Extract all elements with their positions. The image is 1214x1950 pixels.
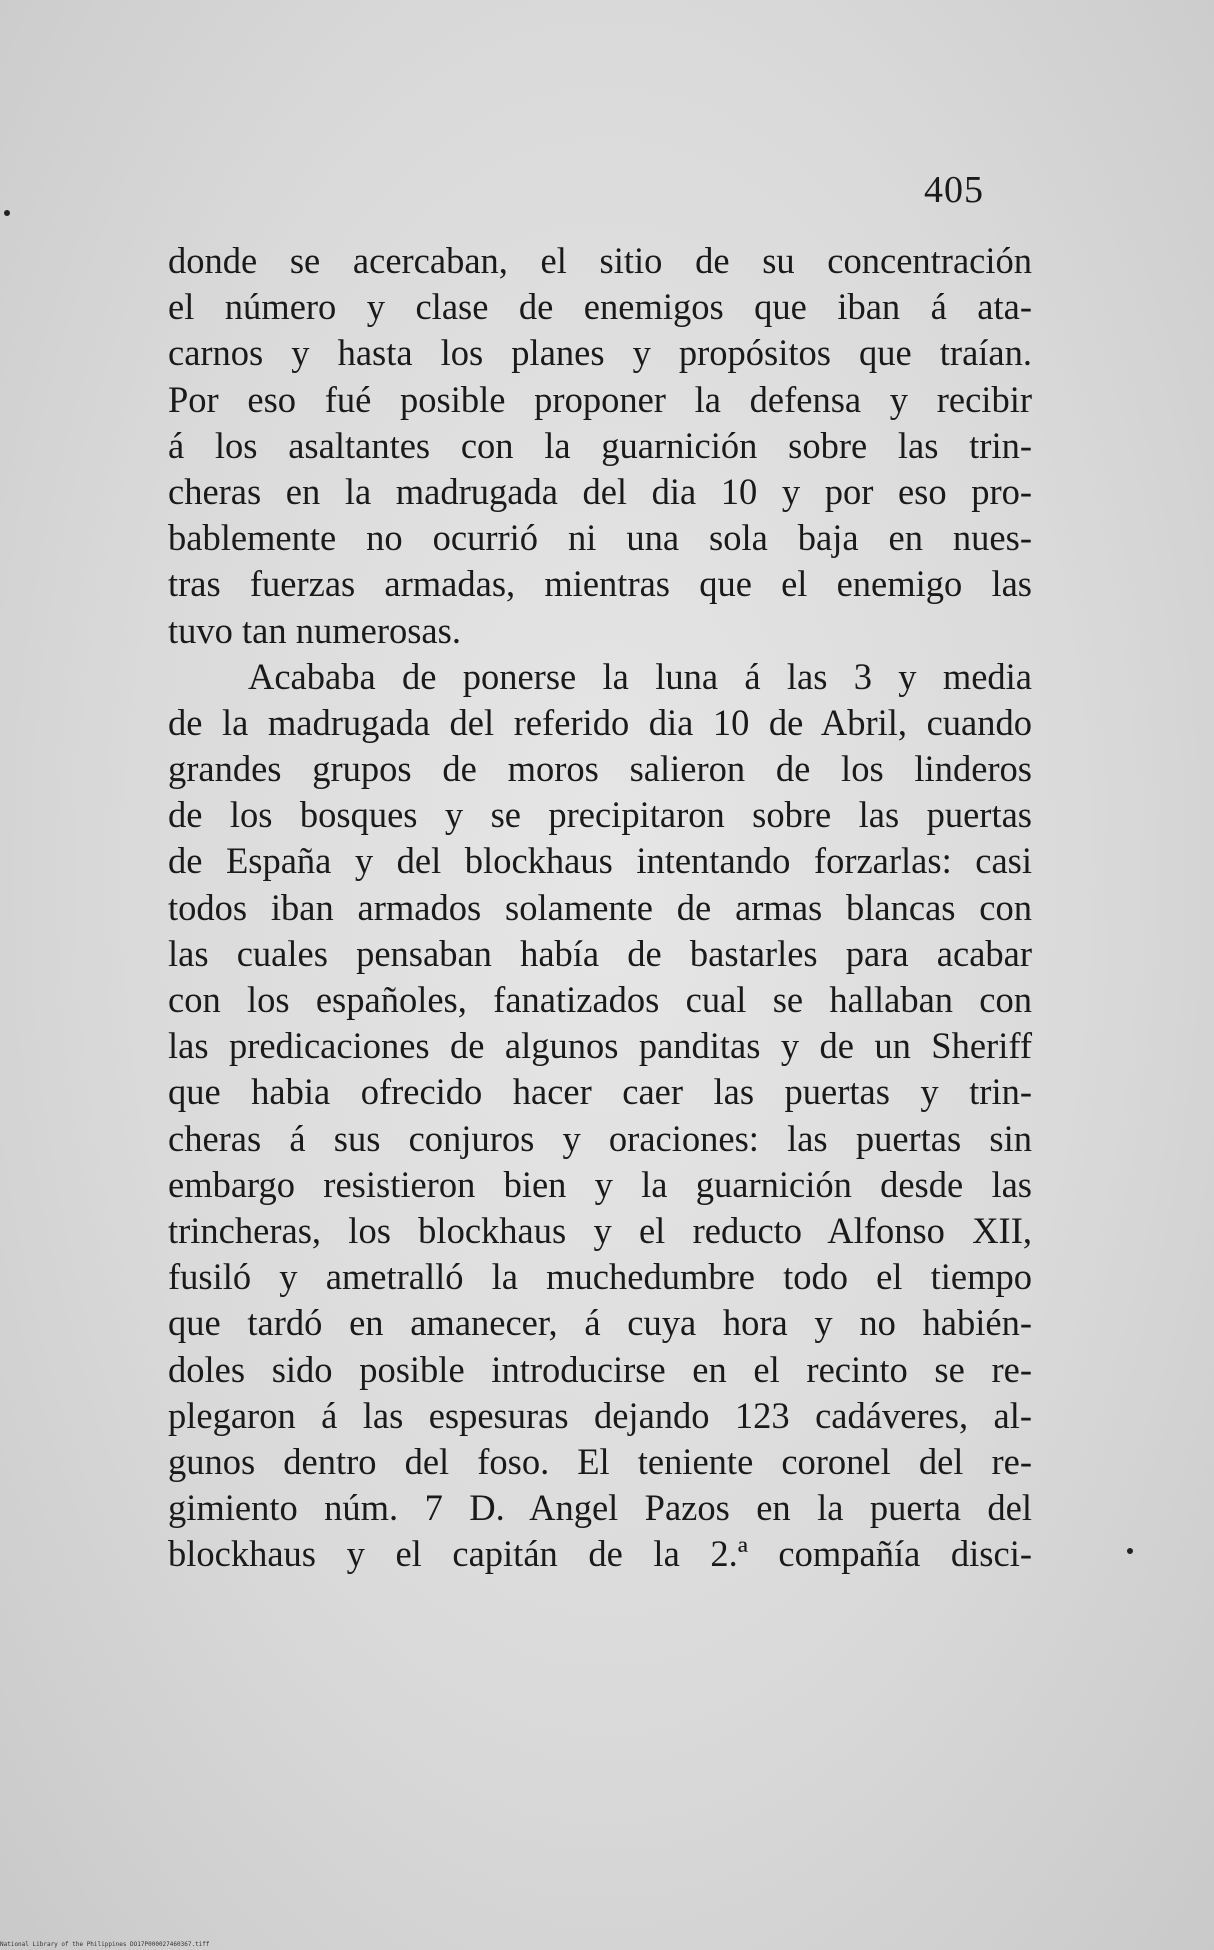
text-line: que tardó en amanecer, á cuya hora y no habién- xyxy=(168,1302,1032,1344)
text-line: carnos y hasta los planes y propósitos que traían. xyxy=(168,332,1032,374)
text-line: de la madrugada del referido dia 10 de Abril, cuando xyxy=(168,701,1032,743)
text-line: cheras en la madrugada del dia 10 y por eso pro- xyxy=(168,470,1032,512)
scan-speck xyxy=(4,210,10,216)
text-line: que habia ofrecido hacer caer las puertas y trin- xyxy=(168,1071,1032,1113)
body-text xyxy=(168,238,1032,1577)
text-line: tras fuerzas armadas, mientras que el enemigo las xyxy=(168,563,1032,605)
text-line: todos iban armados solamente de armas blancas con xyxy=(168,886,1032,928)
text-line: con los españoles, fanatizados cual se hallaban con xyxy=(168,979,1032,1020)
text-line: embargo resistieron bien y la guarnición desde las xyxy=(168,1163,1032,1205)
text-line: plegaron á las espesuras dejando 123 cadáveres, al- xyxy=(168,1394,1032,1436)
text-line: el número y clase de enemigos que iban á ata- xyxy=(168,286,1032,328)
text-line: Por eso fué posible proponer la defensa y recibir xyxy=(168,378,1032,420)
text-line: grandes grupos de moros salieron de los linderos xyxy=(168,748,1032,790)
text-line: tuvo tan numerosas. xyxy=(168,609,461,651)
scan-credit: National Library of the Philippines DO17P000027460367.tiff xyxy=(0,1941,210,1948)
text-line: fusiló y ametralló la muchedumbre todo el tiempo xyxy=(168,1256,1032,1298)
text-line: blockhaus y el capitán de la 2.ª compañía disci- xyxy=(168,1533,1032,1575)
text-line: de España y del blockhaus intentando forzarlas: casi xyxy=(168,840,1032,882)
text-line: á los asaltantes con la guarnición sobre las trin- xyxy=(168,424,1032,466)
text-line: trincheras, los blockhaus y el reducto Alfonso XII, xyxy=(168,1209,1032,1251)
text-line: cheras á sus conjuros y oraciones: las puertas sin xyxy=(168,1117,1032,1159)
text-line: las cuales pensaban había de bastarles para acabar xyxy=(168,932,1032,974)
scan-speck xyxy=(1127,1548,1133,1554)
text-line: doles sido posible introducirse en el recinto se re- xyxy=(168,1348,1032,1390)
text-line: donde se acercaban, el sitio de su concentración xyxy=(168,240,1032,281)
page-number: 405 xyxy=(924,169,984,211)
text-line: gimiento núm. 7 D. Angel Pazos en la puerta del xyxy=(168,1487,1032,1529)
text-line: de los bosques y se precipitaron sobre las puertas xyxy=(168,794,1032,836)
text-line: bablemente no ocurrió ni una sola baja en nues- xyxy=(168,517,1032,559)
text-line-paragraph-start: Acababa de ponerse la luna á las 3 y media xyxy=(248,655,1032,697)
text-line: las predicaciones de algunos panditas y de un Sheriff xyxy=(168,1025,1032,1067)
text-line: gunos dentro del foso. El teniente coronel del re- xyxy=(168,1440,1032,1482)
